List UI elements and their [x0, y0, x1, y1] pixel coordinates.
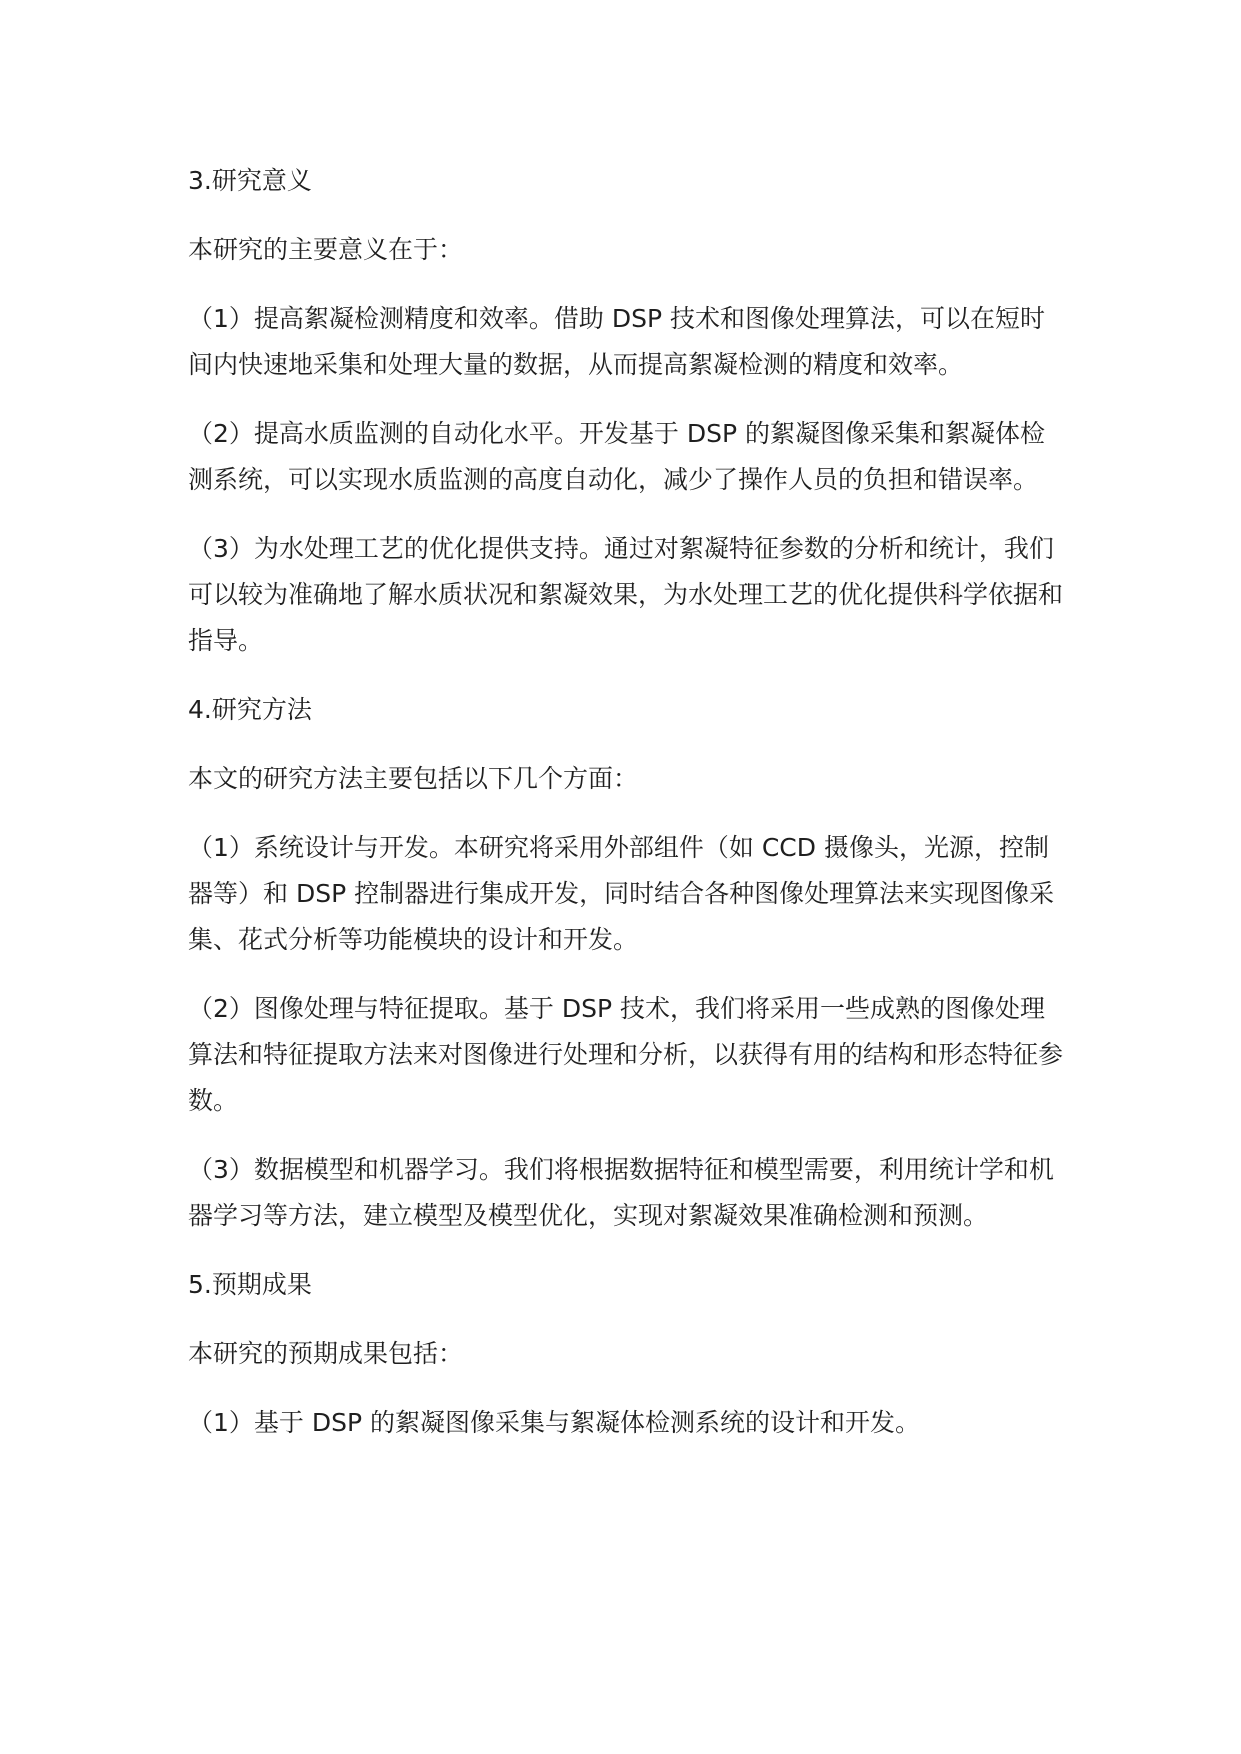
list-item: （2）图像处理与特征提取。基于 DSP 技术，我们将采用一些成熟的图像处理算法和特征提取方法来对图像进行处理和分析，以获得有用的结构和形态特征参数。	[188, 994, 1064, 1115]
section-heading: 4.研究方法	[188, 695, 312, 724]
document-body	[188, 158, 1068, 1469]
section-intro: 本文的研究方法主要包括以下几个方面：	[188, 764, 639, 793]
section-research-methods	[188, 687, 1068, 1239]
list-item: （1）基于 DSP 的絮凝图像采集与絮凝体检测系统的设计和开发。	[188, 1408, 920, 1437]
section-intro: 本研究的预期成果包括：	[188, 1339, 464, 1368]
list-item: （2）提高水质监测的自动化水平。开发基于 DSP 的絮凝图像采集和絮凝体检测系统，可以实现水质监测的高度自动化，减少了操作人员的负担和错误率。	[188, 419, 1045, 494]
section-expected-results	[188, 1262, 1068, 1446]
section-heading: 3.研究意义	[188, 166, 312, 195]
section-heading: 5.预期成果	[188, 1270, 312, 1299]
list-item: （3）数据模型和机器学习。我们将根据数据特征和模型需要，利用统计学和机器学习等方法，建立模型及模型优化，实现对絮凝效果准确检测和预测。	[188, 1155, 1054, 1230]
list-item: （3）为水处理工艺的优化提供支持。通过对絮凝特征参数的分析和统计，我们可以较为准确地了解水质状况和絮凝效果，为水处理工艺的优化提供科学依据和指导。	[188, 534, 1064, 655]
list-item: （1）系统设计与开发。本研究将采用外部组件（如 CCD 摄像头，光源，控制器等）和 DSP 控制器进行集成开发，同时结合各种图像处理算法来实现图像采集、花式分析等功能模块的设计和开发。	[188, 833, 1055, 954]
list-item: （1）提高絮凝检测精度和效率。借助 DSP 技术和图像处理算法，可以在短时间内快速地采集和处理大量的数据，从而提高絮凝检测的精度和效率。	[188, 304, 1045, 379]
section-research-significance	[188, 158, 1068, 664]
section-intro: 本研究的主要意义在于：	[188, 235, 464, 264]
